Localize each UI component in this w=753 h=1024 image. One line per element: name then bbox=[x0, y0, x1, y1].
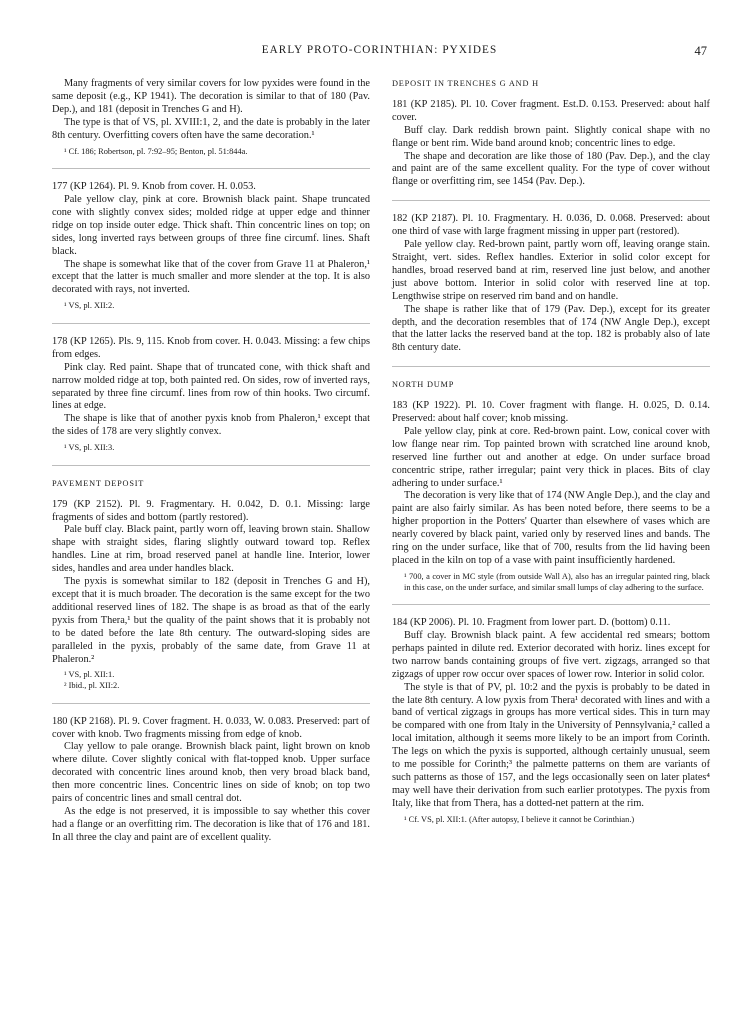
footnote: ¹ VS, pl. XII:2. bbox=[64, 301, 115, 311]
section-divider bbox=[392, 604, 710, 605]
section-divider bbox=[392, 200, 710, 201]
catalog-entry-184-description: Buff clay. Brownish black paint. A few accidental red smears; bottom perhaps painted in dilute red. Exterior decorated with horiz. lines except for two narrow bands containing groups of five vert. zigzags, arranged so that zigzags of upper row occur over spaces of lower row. Interior in solid color. bbox=[392, 630, 710, 680]
section-divider bbox=[52, 703, 370, 704]
left-column bbox=[52, 78, 370, 845]
catalog-entry-177-discussion: The shape is somewhat like that of the cover from Grave 11 at Phaleron,¹ except that the latter is much smaller and more slender at the top. It is also decorated with rays, not inverted. bbox=[52, 258, 370, 296]
catalog-entry-181-heading: 181 (KP 2185). Pl. 10. Cover fragment. Est.D. 0.153. Preserved: about half cover. bbox=[392, 98, 710, 123]
section-divider bbox=[52, 168, 370, 169]
catalog-entry-180-discussion: As the edge is not preserved, it is impossible to say whether this cover had a flange or an overfitting rim. The decoration is like that of 176 and 181. In all three the clay and paint are of excellent quality. bbox=[52, 805, 370, 843]
catalog-entry-181-discussion: The shape and decoration are like those of 180 (Pav. Dep.), and the clay and paint are of the same excellent quality. For the type of cover without flange or overfitting rim, see 1454 (Pav. Dep.). bbox=[392, 150, 710, 188]
catalog-entry-181-description: Buff clay. Dark reddish brown paint. Slightly conical shape with no flange or bent rim. Wide band around knob; concentric lines to edge. bbox=[392, 124, 710, 149]
catalog-entry-183-heading: 183 (KP 1922). Pl. 10. Cover fragment with flange. H. 0.025, D. 0.14. Preserved: about half cover; knob missing. bbox=[392, 400, 710, 425]
catalog-entry-177-description: Pale yellow clay, pink at core. Brownish black paint. Shape truncated cone with slightly convex sides; molded ridge at upper edge and thinner ridge on top inside outer edge. Thick shaft. Thin concentric lines on top; on sides, long inverted rays between groups of three fine circumf. lines. Shaft black. bbox=[52, 194, 370, 257]
running-head: EARLY PROTO-CORINTHIAN: PYXIDES bbox=[261, 44, 498, 56]
footnote: ¹ 700, a cover in MC style (from outside Wall A), also has an irregular painted ring, black in this case, on the under surface, and similar small lumps of clay adhering to the surface. bbox=[404, 571, 710, 592]
catalog-entry-184-heading: 184 (KP 2006). Pl. 10. Fragment from lower part. D. (bottom) 0.11. bbox=[392, 617, 671, 629]
catalog-entry-179-discussion: The pyxis is somewhat similar to 182 (deposit in Trenches G and H), except that it is much broader. The decoration is the same except for the two additional reserved lines of 182. The shape is as broad as that of the early pyxis from Thera,¹ but the quality of the paint shows that it is probably not to be dated before the late 8th century. The outward-sloping sides are paralleled in the pyxis, probably of the same date, from Grave 11 at Phaleron.² bbox=[52, 576, 370, 665]
catalog-entry-180-heading: 180 (KP 2168). Pl. 9. Cover fragment. H. 0.033, W. 0.083. Preserved: part of cover with knob. Two fragments missing from edge of knob. bbox=[52, 715, 370, 740]
catalog-entry-178-discussion: The shape is like that of another pyxis knob from Phaleron,¹ except that the sides of 178 are very slightly convex. bbox=[52, 413, 370, 438]
footnote: ¹ Cf. 186; Robertson, pl. 7:92–95; Benton, pl. 51:844a. bbox=[64, 146, 248, 156]
footnote: ¹ Cf. VS, pl. XII:1. (After autopsy, I believe it cannot be Corinthian.) bbox=[404, 814, 635, 824]
footnote: ² Ibid., pl. XII:2. bbox=[64, 681, 120, 690]
intro-paragraph: Many fragments of very similar covers for low pyxides were found in the same deposit (e.g., KP 1941). The decoration is similar to that of 180 (Pav. Dep.), and 181 (deposit in Trenches G and H). bbox=[52, 78, 370, 115]
catalog-entry-183-discussion: The decoration is very like that of 174 (NW Angle Dep.), and the clay and paint are also fairly similar. As has been noted before, there seems to be a higher proportion in the Potters' Quarter than elsewhere of vases which are nearly covered by black paint, varied only by reserved lines and bands. The ring on the under surface, like that of 700, results from the lid having been placed in the kiln on top of a vase with paint insufficiently hardened. bbox=[392, 490, 710, 566]
catalog-entry-177-heading: 177 (KP 1264). Pl. 9. Knob from cover. H. 0.053. bbox=[52, 181, 256, 193]
catalog-entry-182-heading: 182 (KP 2187). Pl. 10. Fragmentary. H. 0.036, D. 0.068. Preserved: about one third of vase with large fragment missing in upper part (restored). bbox=[392, 213, 710, 238]
catalog-entry-184-discussion: The style is that of PV, pl. 10:2 and the pyxis is probably to be dated in the late 8th century. A low pyxis from Thera¹ decorated with lines and with a band of vertical zigzags in groups has more vertical sides. This in turn may be compared with one from Italy in the University of Pennsylvania,² called a local imitation, although it seems more likely to be an import from Corinth. The legs on which the pyxis is supported, although certainly unusual, seem to me possible for Corinth;³ the palmette patterns on them are variants of such patterns as those of 157, and the legs occasionally seen on later plates⁴ may well have their derivation from such earlier prototypes. The pyxis from Italy, like that from Thera, has a dotted-net pattern at the rim. bbox=[392, 681, 710, 809]
catalog-entry-183-description: Pale yellow clay, pink at core. Red-brown paint. Low, conical cover with low flange near rim. Top painted brown with scratched line around knob, reserved line further out and another at edge. On under surface broad concentric stripe, rather irregular; paint very thick in places. Bits of clay adhering to under surface.¹ bbox=[392, 425, 710, 489]
section-heading-north-dump: NORTH DUMP bbox=[392, 380, 455, 390]
catalog-entry-180-description: Clay yellow to pale orange. Brownish black paint, light brown on knob where dilute. Cover slightly conical with flat-topped knob. Upper surface decorated with concentric lines around knob, then very broad black band, then more concentric lines. Concentric lines on side of knob; on top two pairs of concentric lines and small central dot. bbox=[52, 741, 370, 805]
right-column bbox=[392, 78, 710, 825]
catalog-entry-182-discussion: The shape is rather like that of 179 (Pav. Dep.), except for its greater depth, and the decoration resembles that of 174 (NW Angle Dep.), except that the latter lacks the reserved band at the top. 182 is probably also of late 8th century date. bbox=[392, 303, 710, 354]
section-heading-pavement-deposit: PAVEMENT DEPOSIT bbox=[52, 478, 145, 488]
section-divider bbox=[392, 366, 710, 367]
footnote: ¹ VS, pl. XII:3. bbox=[64, 443, 115, 453]
page-number: 47 bbox=[694, 44, 707, 58]
catalog-entry-178-description: Pink clay. Red paint. Shape that of truncated cone, with thick shaft and narrow molded ridge at top, both painted red. On sides, row of inverted rays, separated by three fine circumf. lines from row of thin hooks. Two circumf. lines at edge. bbox=[52, 361, 370, 412]
catalog-entry-179-description: Pale buff clay. Black paint, partly worn off, leaving brown stain. Shallow shape with straight sides, flaring slightly outward toward top. Reflex handles. Line at rim, broad reserved panel at handle line. Interior, lower sides, handles and area under handles black. bbox=[52, 524, 370, 575]
section-divider bbox=[52, 465, 370, 466]
footnote: ¹ VS, pl. XII:1. bbox=[64, 670, 115, 680]
catalog-entry-179-heading: 179 (KP 2152). Pl. 9. Fragmentary. H. 0.042, D. 0.1. Missing: large fragments of sides and bottom (partly restored). bbox=[52, 498, 370, 523]
catalog-entry-182-description: Pale yellow clay. Red-brown paint, partly worn off, leaving orange stain. Straight, vert. sides. Reflex handles. Exterior in solid color except for handles, broad reserved band at rim, reserved line just below, and another just above bottom. Interior in solid color with reserved line at top. Lengthwise stripe on reserved rim band and on handle. bbox=[392, 239, 710, 302]
section-heading-trenches-g-h: DEPOSIT IN TRENCHES G AND H bbox=[392, 79, 539, 88]
intro-paragraph: The type is that of VS, pl. XVIII:1, 2, and the date is probably in the later 8th century. Overfitting covers often have the same decoration.¹ bbox=[52, 116, 370, 141]
catalog-entry-178-heading: 178 (KP 1265). Pls. 9, 115. Knob from cover. H. 0.043. Missing: a few chips from edges. bbox=[52, 335, 370, 360]
section-divider bbox=[52, 323, 370, 324]
